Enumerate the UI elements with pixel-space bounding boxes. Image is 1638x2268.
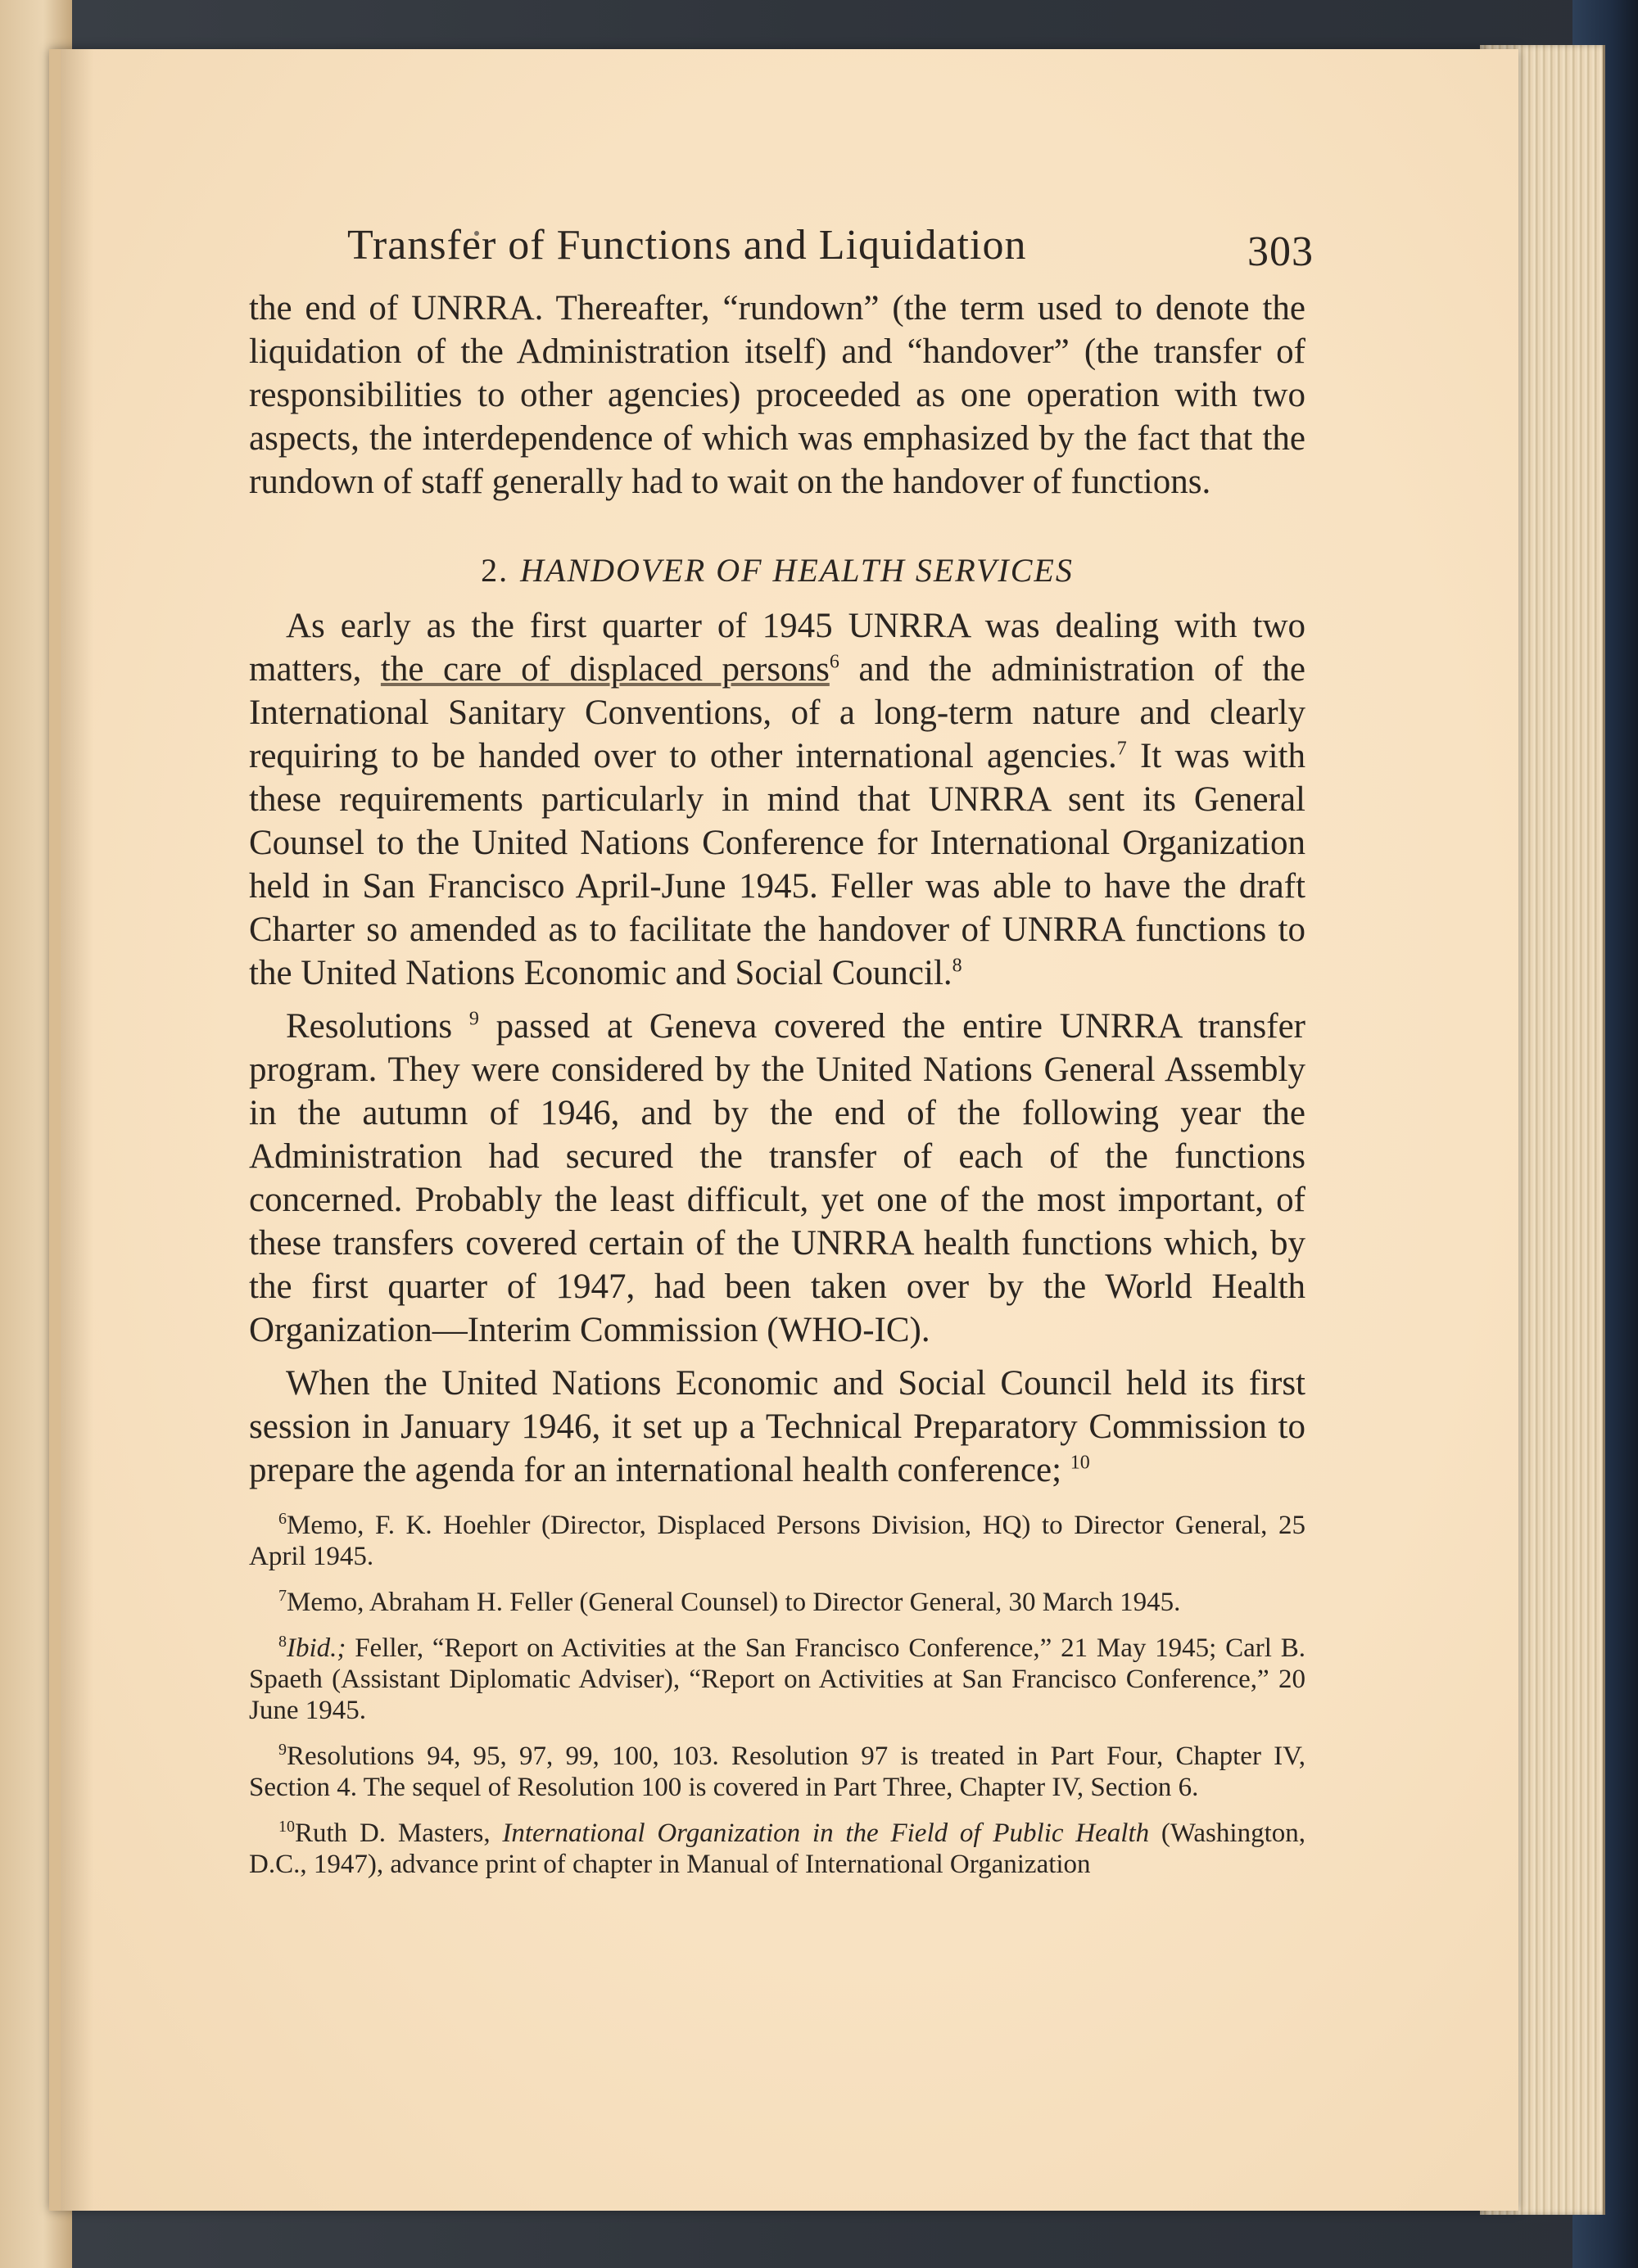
- footnote-9: [249, 1741, 1305, 1803]
- book-page: [49, 49, 1518, 2211]
- paragraph-continuation: the end of UNRRA. Thereafter, “rundown” (the term used to denote the liquidation of the Administration itself) and “handover” (the transfer of responsibilities to other agencies) proceeded as one operation with two aspects, the interdependence of which was emphasized by the fact that the rundown of staff generally had to wait on the handover of functions.: [249, 289, 1305, 501]
- section-number: 2.: [481, 552, 509, 589]
- footnote-ref-10: 10: [1070, 1452, 1090, 1474]
- footnote-ref-7: 7: [1116, 738, 1127, 760]
- para2-underlined: the care of displaced persons: [380, 650, 830, 689]
- running-head: [249, 213, 1314, 287]
- para4-text-a: When the United Nations Economic and Social Council held its first session in January 1946, it set up a Technical Preparatory Commission to prepare the agenda for an international health conference;: [249, 1364, 1305, 1489]
- section-heading: [249, 551, 1305, 590]
- footnote-text: Feller, “Report on Activities at the San Francisco Conference,” 21 May 1945; Carl B. Spaeth (Assistant Diplomatic Adviser), “Report on Activities at San Francisco Conference,” 20 June 1945.: [249, 1633, 1305, 1725]
- para2-text-c: It was with these requirements particularly in mind that UNRRA sent its General Counsel to the United Nations Conference for International Organization held in San Francisco April-June 1945. Feller was able to have the draft Charter so amended as to facilitate the handover of UNRRA functions to the United Nations Economic and Social Council.: [249, 737, 1305, 992]
- page-text: [249, 213, 1314, 1895]
- footnote-number: 10: [278, 1818, 295, 1836]
- footnote-text: (Washington, D.C., 1947), advance print of chapter in Manual of International Organization: [249, 1818, 1305, 1879]
- page-number: 303: [1247, 228, 1314, 275]
- running-head-title: Transfer of Functions and Liquidation: [347, 222, 1027, 269]
- paragraph-health-handover: [249, 604, 1305, 995]
- footnote-number: 9: [278, 1741, 287, 1759]
- footnote-text: Memo, F. K. Hoehler (Director, Displaced Persons Division, HQ) to Director General, 25 April 1945.: [249, 1511, 1305, 1571]
- para2-text-a: As early as the first quarter of 1945 UNRRA was dealing with two matters,: [249, 607, 1305, 689]
- footnote-italic: International Organization in the Field of Public Health: [502, 1818, 1150, 1848]
- footnote-8: [249, 1633, 1305, 1726]
- footnote-number: 6: [278, 1510, 287, 1528]
- footnote-number: 7: [278, 1587, 287, 1605]
- footnote-ref-8: 8: [952, 955, 962, 977]
- footnote-number: 8: [278, 1633, 287, 1651]
- footnote-text: Memo, Abraham H. Feller (General Counsel) to Director General, 30 March 1945.: [287, 1588, 1181, 1617]
- footnote-ref-6: 6: [829, 651, 839, 673]
- footnote-10: [249, 1818, 1305, 1880]
- footnote-6: [249, 1510, 1305, 1572]
- paragraph-ecosoc: [249, 1362, 1305, 1492]
- gutter-shadow: [61, 49, 93, 2211]
- footnote-ref-9: 9: [468, 1008, 479, 1030]
- para2-text-b: and the administration of the International Sanitary Conventions, of a long-term nature and clearly requiring to be handed over to other international agencies.: [249, 650, 1306, 775]
- footnote-text: Ruth D. Masters,: [295, 1818, 503, 1848]
- footnote-text: Resolutions 94, 95, 97, 99, 100, 103. Resolution 97 is treated in Part Four, Chapter IV, Section 4. The sequel of Resolution 100 is covered in Part Three, Chapter IV, Section 6.: [249, 1742, 1305, 1802]
- para3-text-b: passed at Geneva covered the entire UNRRA transfer program. They were considered by the United Nations General Assembly in the autumn of 1946, and by the end of the following year the Administration had secured the transfer of each of the functions concerned. Probably the least difficult, yet one of the most important, of these transfers covered certain of the UNRRA health functions which, by the first quarter of 1947, had been taken over by the World Health Organization—Interim Commission (WHO-IC).: [249, 1007, 1305, 1349]
- para3-text-a: Resolutions: [286, 1007, 453, 1046]
- section-title: HANDOVER OF HEALTH SERVICES: [520, 552, 1074, 589]
- footnote-7: [249, 1587, 1305, 1618]
- footnote-italic: Ibid.;: [287, 1633, 346, 1663]
- paragraph-resolutions: [249, 1005, 1305, 1352]
- footnotes: [249, 1510, 1305, 1880]
